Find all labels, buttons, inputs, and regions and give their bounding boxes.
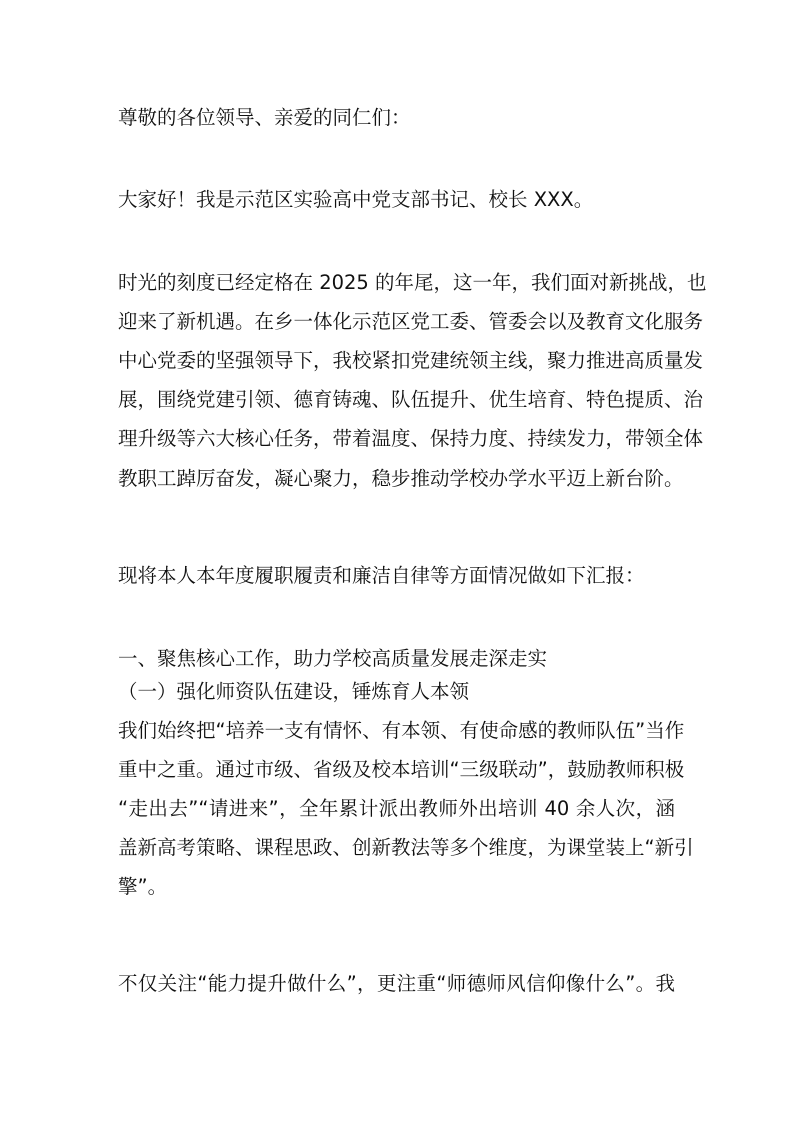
paragraph-line: 尊敬的各位领导、亲爱的同仁们： (118, 106, 411, 129)
paragraph-line: 重中之重。通过市级、省级及校本培训“三级联动”，鼓励教师积极 (118, 758, 685, 781)
paragraph-line: 中心党委的坚强领导下，我校紧扣党建统领主线，聚力推进高质量发 (118, 349, 704, 372)
paragraph-line: 不仅关注“能力提升做什么”，更注重“师德师风信仰像什么”。我 (118, 972, 675, 995)
paragraph-line: 大家好！我是示范区实验高中党支部书记、校长 XXX。 (118, 188, 594, 211)
paragraph-line: 理升级等六大核心任务，带着温度、保持力度、持续发力，带领全体 (118, 427, 704, 450)
paragraph-line: 教职工踔厉奋发，凝心聚力，稳步推动学校办学水平迈上新台阶。 (118, 467, 684, 490)
paragraph-line: 展，围绕党建引领、德育铸魂、队伍提升、优生培育、特色提质、治 (118, 388, 704, 411)
paragraph-line: 盖新高考策略、课程思政、创新教法等多个维度，为课堂装上“新引 (118, 836, 694, 859)
paragraph-line: 迎来了新机遇。在乡一体化示范区党工委、管委会以及教育文化服务 (118, 310, 704, 333)
section-heading: 一、聚焦核心工作，助力学校高质量发展走深走实 (118, 647, 548, 670)
paragraph-line: 现将本人本年度履职履责和廉洁自律等方面情况做如下汇报： (118, 564, 645, 587)
paragraph-line: “走出去”“请进来”，全年累计派出教师外出培训 40 余人次，涵 (118, 797, 675, 820)
paragraph-line: 我们始终把“培养一支有情怀、有本领、有使命感的教师队伍”当作 (118, 719, 685, 742)
paragraph-line: 时光的刻度已经定格在 2025 的年尾，这一年，我们面对新挑战，也 (118, 271, 707, 294)
paragraph-line: 擎”。 (118, 875, 168, 898)
subsection-heading: （一）强化师资队伍建设，锤炼育人本领 (118, 680, 470, 703)
